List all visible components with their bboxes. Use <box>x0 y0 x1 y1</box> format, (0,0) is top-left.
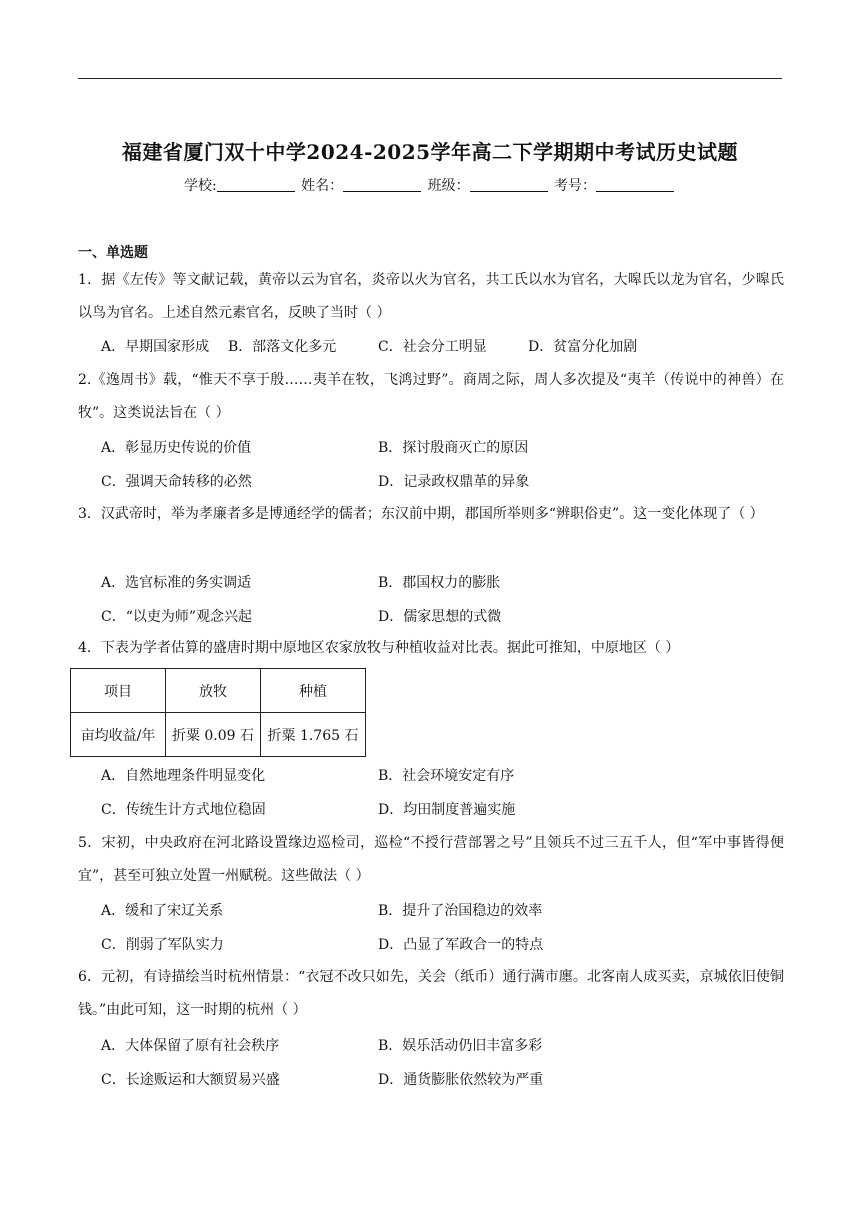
table-cell: 折粟 1.765 石 <box>261 713 366 757</box>
class-label: 班级： <box>427 178 470 194</box>
table-header-cell: 项目 <box>71 669 166 713</box>
question-1-option-c: C．社会分工明显 <box>378 339 487 355</box>
class-blank[interactable] <box>470 177 548 192</box>
question-2-option-a: A．彰显历史传说的价值 <box>101 440 252 456</box>
question-1-option-b: B．部落文化多元 <box>228 339 337 355</box>
question-6-option-d: D．通货膨胀依然较为严重 <box>378 1072 544 1088</box>
number-label: 考号： <box>554 178 597 194</box>
question-3-option-d: D．儒家思想的式微 <box>378 609 502 625</box>
question-5-option-d: D．凸显了军政合一的特点 <box>378 937 544 953</box>
question-2-option-d: D．记录政权鼎革的异象 <box>378 474 530 490</box>
question-3-option-c: C．“以吏为师”观念兴起 <box>101 609 253 625</box>
table-header-cell: 放牧 <box>166 669 261 713</box>
question-4-option-d: D．均田制度普遍实施 <box>378 802 516 818</box>
income-comparison-table <box>70 668 366 757</box>
question-4-stem: 4．下表为学者估算的盛唐时期中原地区农家放牧与种植收益对比表。据此可推知，中原地区（ ） <box>78 640 680 656</box>
question-1-option-a: A．早期国家形成 <box>101 339 210 355</box>
school-blank[interactable] <box>217 177 295 192</box>
question-5-option-b: B．提升了治国稳边的效率 <box>378 903 543 919</box>
question-6-stem: 6．元初，有诗描绘当时杭州情景：“衣冠不改只如先，关会（纸币）通行满市廛。北客南人成买卖，京城依旧使铜钱。”由此可知，这一时期的杭州（ ） <box>78 969 784 1018</box>
question-1-stem: 1．据《左传》等文献记载，黄帝以云为官名，炎帝以火为官名，共工氏以水为官名，大嗥氏以龙为官名，少嗥氏以鸟为官名。上述自然元素官名，反映了当时（ ） <box>78 272 784 321</box>
question-6-option-b: B．娱乐活动仍旧丰富多彩 <box>378 1038 543 1054</box>
question-2-option-c: C．强调天命转移的必然 <box>101 474 252 490</box>
table-header-cell: 种植 <box>261 669 366 713</box>
question-5-stem: 5．宋初，中央政府在河北路设置缘边巡检司，巡检“不授行营部署之号”且领兵不过三五千人，但“军中事皆得便宜”，甚至可独立处置一州赋税。这些做法（ ） <box>78 835 784 884</box>
student-info-line <box>0 175 860 195</box>
name-label: 姓名： <box>301 178 344 194</box>
school-label: 学校: <box>183 178 217 194</box>
question-4-option-b: B．社会环境安定有序 <box>378 768 515 784</box>
question-1-option-d: D．贫富分化加剧 <box>528 339 638 355</box>
table-row <box>71 713 366 757</box>
question-2-option-b: B．探讨殷商灭亡的原因 <box>378 440 529 456</box>
header-rule <box>78 78 782 79</box>
number-blank[interactable] <box>596 177 674 192</box>
question-2-stem: 2.《逸周书》载，“惟天不享于殷……夷羊在牧，飞鸿过野”。商周之际，周人多次提及“夷羊（传说中的神兽）在牧”。这类说法旨在（ ） <box>78 372 784 421</box>
table-cell: 折粟 0.09 石 <box>166 713 261 757</box>
table-cell: 亩均收益/年 <box>71 713 166 757</box>
question-6-option-c: C．长途贩运和大额贸易兴盛 <box>101 1072 280 1088</box>
question-3-option-b: B．郡国权力的膨胀 <box>378 575 501 591</box>
question-4-option-a: A．自然地理条件明显变化 <box>101 768 266 784</box>
question-3-stem: 3．汉武帝时，举为孝廉者多是博通经学的儒者；东汉前中期，郡国所举则多“辨职俗吏”。这一变化体现了（ ） <box>78 506 764 522</box>
question-5-option-a: A．缓和了宋辽关系 <box>101 903 224 919</box>
name-blank[interactable] <box>343 177 421 192</box>
exam-title: 福建省厦门双十中学2024-2025学年高二下学期期中考试历史试题 <box>121 140 739 164</box>
question-4-option-c: C．传统生计方式地位稳固 <box>101 802 266 818</box>
section-title: 一、单选题 <box>78 245 148 261</box>
question-3-option-a: A．选官标准的务实调适 <box>101 575 252 591</box>
table-header-row <box>71 669 366 713</box>
question-6-option-a: A．大体保留了原有社会秩序 <box>101 1038 280 1054</box>
question-5-option-c: C．削弱了军队实力 <box>101 937 224 953</box>
